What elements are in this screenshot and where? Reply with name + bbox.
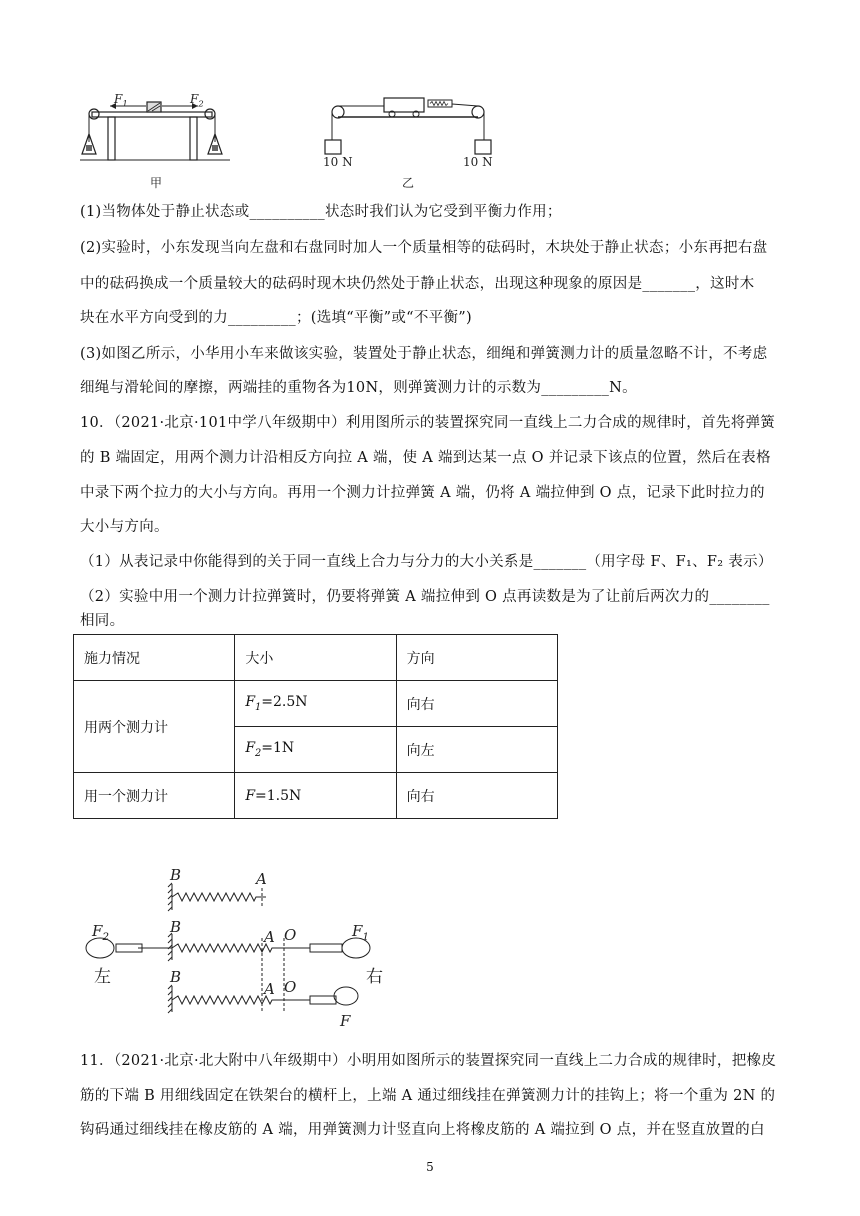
spring-label-a1: A — [256, 870, 267, 888]
weight-right-label: 10 N — [463, 155, 493, 169]
spring-label-a2: A — [264, 928, 275, 946]
table-header-cell: 大小 — [235, 635, 396, 681]
q10-line4: 大小与方向。 — [80, 519, 169, 535]
spring-label-b1: B — [170, 866, 182, 884]
q11-line2: 筋的下端 B 用细线固定在铁架台的横杆上，上端 A 通过细线挂在弹簧测力计的挂钩上；将一个重为 2N 的 — [80, 1088, 776, 1104]
table-cell-direction: 向左 — [396, 727, 557, 773]
q9-part1: (1)当物体处于静止状态或__________状态时我们认为它受到平衡力作用； — [80, 204, 562, 220]
table-row — [74, 681, 558, 727]
table-header-cell: 方向 — [396, 635, 557, 681]
force-table — [73, 634, 558, 819]
table-header-cell: 施力情况 — [74, 635, 235, 681]
q9-part3-line2: 细绳与滑轮间的摩擦，两端挂的重物各为10N，则弹簧测力计的示数为_________N。 — [80, 380, 637, 396]
q9-part2-line3: 块在水平方向受到的力_________；(选填“平衡”或“不平衡”) — [80, 310, 472, 326]
q10-line3: 中录下两个拉力的大小与方向。再用一个测力计拉弹簧 A 端，仍将 A 端拉伸到 O 点，记录下此时拉力的 — [80, 485, 765, 501]
figure-jia — [80, 92, 230, 172]
table-cell-label: 用一个测力计 — [74, 773, 235, 819]
spring-label-b2: B — [170, 918, 182, 936]
spring-label-right: 右 — [366, 967, 383, 987]
q10-sub2-cont: 相同。 — [80, 613, 125, 629]
table-row — [74, 773, 558, 819]
q11-line3: 钩码通过细线挂在橡皮筋的 A 端，用弹簧测力计竖直向上将橡皮筋的 A 端拉到 O 点，并在竖直放置的白 — [80, 1122, 765, 1138]
q9-part2-line2: 中的砝码换成一个质量较大的砝码时现木块仍然处于静止状态，出现这种现象的原因是_______，这时木 — [80, 276, 755, 292]
q10-line1: 10．（2021·北京·101中学八年级期中）利用图所示的装置探究同一直线上二力合成的规律时，首先将弹簧 — [80, 415, 776, 431]
figure-yi-caption: 乙 — [402, 176, 415, 190]
figure-jia-f1-label: $F_1$ — [114, 92, 128, 109]
page-number: 5 — [426, 1160, 434, 1174]
figure-jia-caption: 甲 — [150, 176, 163, 190]
figure-jia-f2-label: $F_2$ — [190, 92, 204, 109]
q10-sub1: （1）从表记录中你能得到的关于同一直线上合力与分力的大小关系是_______（用字母 F、F₁、F₂ 表示） — [80, 554, 773, 570]
spring-label-f2: $F_2$ — [92, 922, 110, 943]
spring-label-a3: A — [264, 980, 275, 998]
spring-label-o3: O — [284, 978, 297, 996]
spring-label-f: F — [340, 1012, 351, 1030]
q11-line1: 11．（2021·北京·北大附中八年级期中）小明用如图所示的装置探究同一直线上二力合成的规律时，把橡皮 — [80, 1053, 777, 1069]
spring-label-o2: O — [284, 926, 297, 944]
q9-part2-line1: (2)实验时，小东发现当向左盘和右盘同时加人一个质量相等的砝码时，木块处于静止状态；小东再把右盘 — [80, 240, 768, 256]
table-cell-size: $F_1=2.5N$ — [235, 681, 396, 727]
spring-label-f1: $F_1$ — [352, 922, 370, 943]
table-header-row — [74, 635, 558, 681]
q10-line2: 的 B 端固定，用两个测力计沿相反方向拉 A 端，使 A 端到达某一点 O 并记录下该点的位置，然后在表格 — [80, 450, 771, 466]
spring-label-b3: B — [170, 968, 182, 986]
table-cell-group-label: 用两个测力计 — [74, 681, 235, 773]
spring-figure — [78, 862, 388, 1032]
weight-left-label: 10 N — [323, 155, 353, 169]
q10-sub2: （2）实验中用一个测力计拉弹簧时，仍要将弹簧 A 端拉伸到 O 点再读数是为了让前后两次力的________ — [80, 589, 770, 605]
table-cell-size: F=1.5N — [235, 773, 396, 819]
table-cell-size: $F_2=1N$ — [235, 727, 396, 773]
spring-label-left: 左 — [94, 967, 111, 987]
q9-part3-line1: (3)如图乙所示，小华用小车来做该实验，装置处于静止状态，细绳和弹簧测力计的质量忽略不计，不考虑 — [80, 346, 768, 362]
table-cell-direction: 向右 — [396, 681, 557, 727]
table-cell-direction: 向右 — [396, 773, 557, 819]
